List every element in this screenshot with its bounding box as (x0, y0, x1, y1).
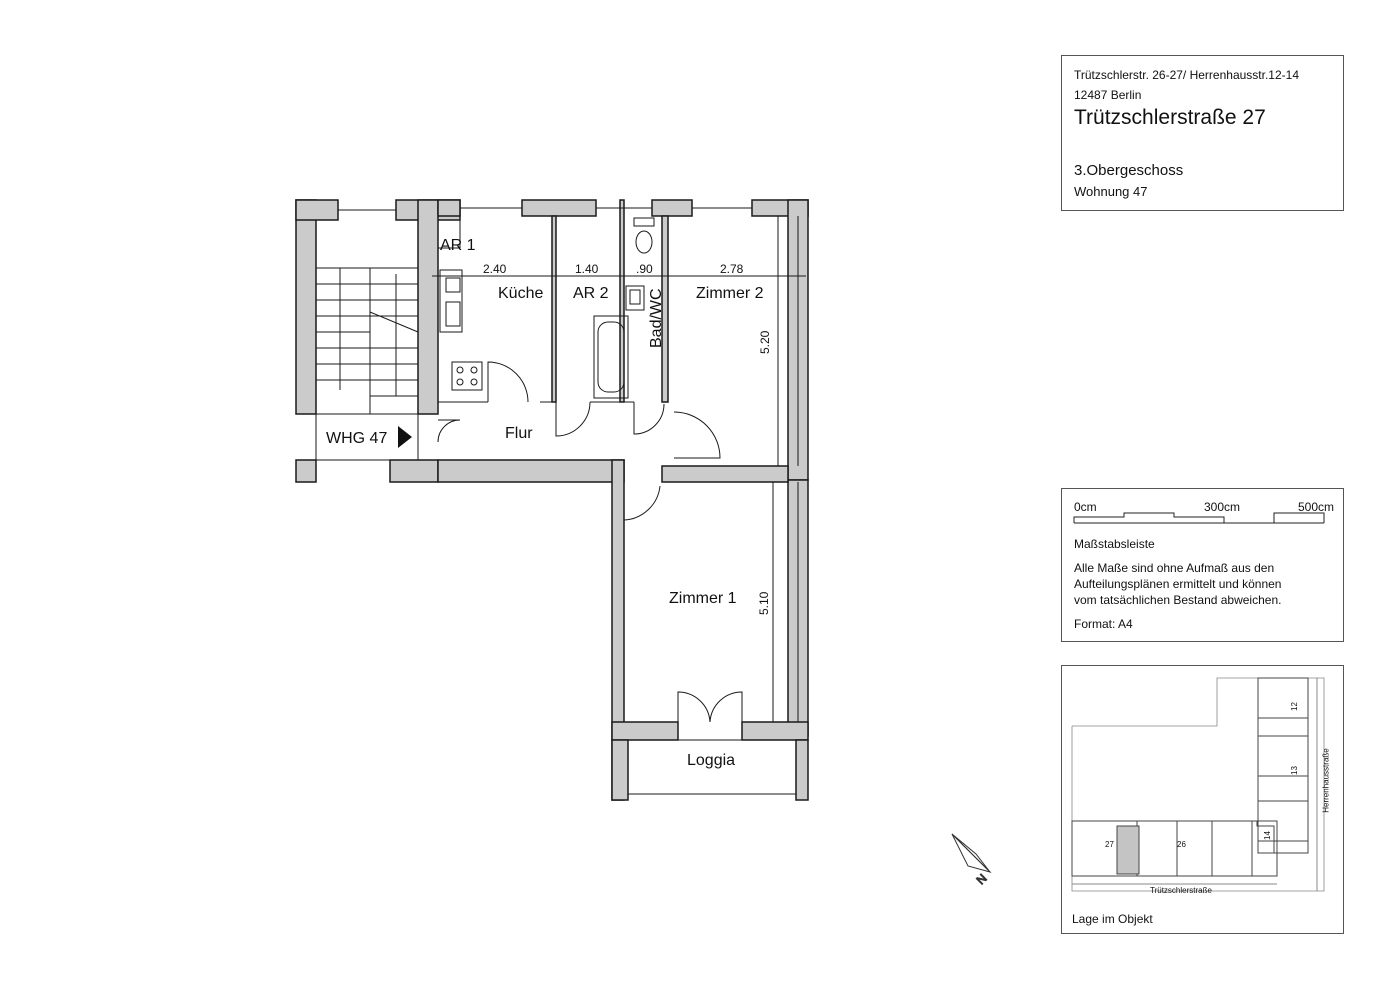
scale-title: Maßstabsleiste (1074, 537, 1155, 551)
dim-zimmer1-depth: 5.10 (757, 591, 771, 615)
scale-tick-0: 0cm (1074, 500, 1097, 514)
scale-note-2: Aufteilungsplänen ermittelt und können (1074, 577, 1282, 591)
dim-zimmer2: 2.78 (720, 262, 744, 276)
svg-text:N: N (973, 871, 990, 888)
wall-kitchen-ar2 (552, 216, 556, 402)
site-label-14: 14 (1262, 831, 1272, 840)
wall-middle (662, 466, 788, 482)
room-bad: Bad/WC (648, 288, 665, 348)
site-street-right: Herrenhausstraße (1321, 748, 1331, 813)
site-caption: Lage im Objekt (1072, 912, 1153, 926)
wall-stair-top-left (296, 200, 338, 220)
entrance-arrow-icon (398, 426, 412, 448)
scale-tick-500: 500cm (1298, 500, 1335, 514)
wall-top-1 (438, 200, 460, 216)
wall-stair-left (296, 200, 316, 414)
entrance-label: WHG 47 (326, 430, 388, 447)
wall-loggia-side-r (796, 740, 808, 800)
scale-note-3: vom tatsächlichen Bestand abweichen. (1074, 593, 1282, 607)
wall-ar2-bad (620, 200, 624, 402)
wall-stair-right (418, 200, 438, 414)
site-label-13: 13 (1289, 766, 1299, 775)
building-name: Trützschlerstraße 27 (1074, 106, 1266, 129)
dim-zimmer2-depth: 5.20 (758, 330, 772, 354)
unit-label: Wohnung 47 (1074, 184, 1148, 199)
north-arrow-icon (952, 834, 990, 887)
address-line2: 12487 Berlin (1074, 88, 1142, 102)
site-label-26: 26 (1177, 840, 1186, 849)
room-zimmer1: Zimmer 1 (669, 590, 737, 607)
site-street-bottom: Trützschlerstraße (1150, 886, 1212, 895)
room-loggia: Loggia (687, 752, 736, 769)
site-label-27: 27 (1105, 840, 1114, 849)
wall-loggia-side-l (612, 740, 628, 800)
wall-flur-bottom (438, 460, 624, 482)
dim-kueche: 2.40 (483, 262, 507, 276)
wall-loggia-right (742, 722, 808, 740)
floor-label: 3.Obergeschoss (1074, 162, 1184, 179)
dim-bad: .90 (636, 262, 653, 276)
room-flur: Flur (505, 425, 533, 442)
site-label-12: 12 (1289, 702, 1299, 711)
wall-loggia-left (612, 722, 678, 740)
address-line1: Trützschlerstr. 26-27/ Herrenhausstr.12-14 (1074, 68, 1299, 82)
room-kueche: Küche (498, 285, 544, 302)
room-zimmer2: Zimmer 2 (696, 285, 764, 302)
wall-stair-bottom-left (296, 460, 316, 482)
scale-tick-300: 300cm (1204, 500, 1241, 514)
room-ar2: AR 2 (573, 285, 609, 302)
wall-top-3 (652, 200, 692, 216)
room-ar1: AR 1 (440, 237, 476, 254)
wall-entrance-bottom (390, 460, 438, 482)
dim-ar2: 1.40 (575, 262, 599, 276)
wall-top-2 (522, 200, 596, 216)
format-label: Format: A4 (1074, 617, 1133, 631)
scale-note-1: Alle Maße sind ohne Aufmaß aus den (1074, 561, 1275, 575)
